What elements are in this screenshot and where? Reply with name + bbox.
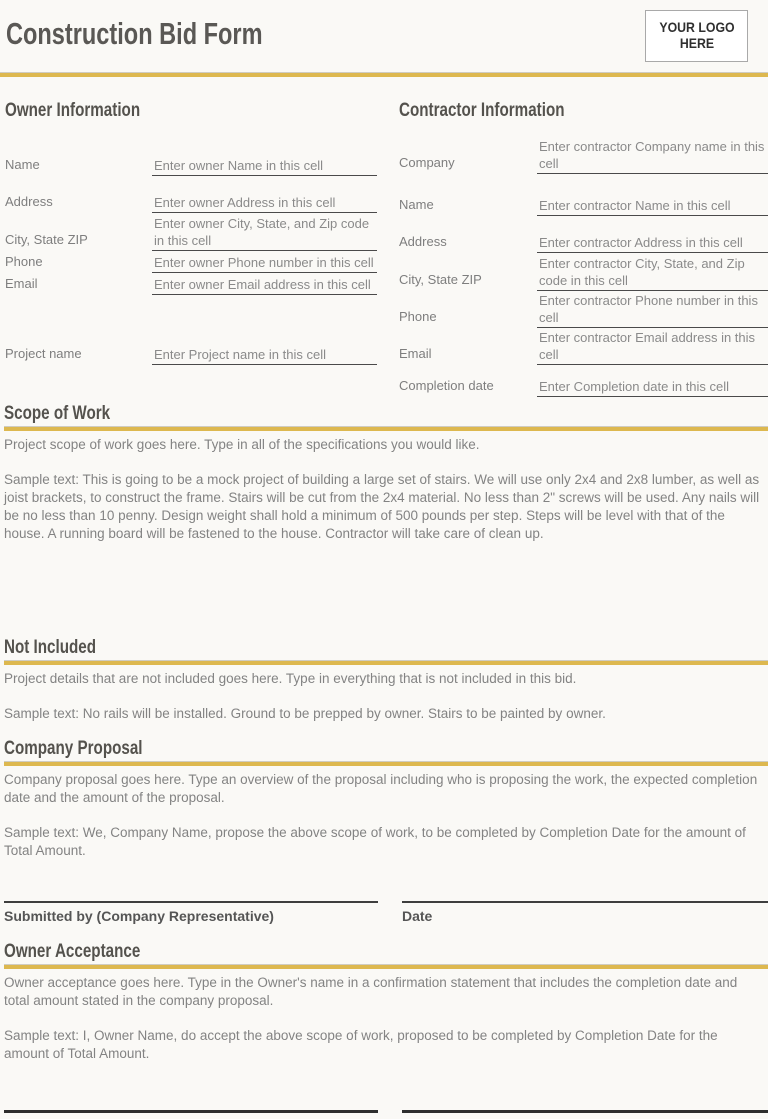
scope-of-work-sample-text[interactable]: Sample text: This is going to be a mock project of building a large set of stairs. We will use only 2x4 and 2x8 lumber, as well as joist brackets, to construct the frame. Stairs will be cut from the 2x4 material. No less than 2" screws will be used. Any nails will be no less than 10 penny. Design weight shall hold a minimum of 500 pounds per step. Steps will be level with that of the house. A running board will be fastened to the house. Contractor will take care of clean up. — [4, 472, 760, 541]
owner-signature-line[interactable] — [4, 1110, 378, 1113]
field-row — [5, 215, 377, 251]
contractor-name-label: Name — [399, 197, 434, 212]
project-name-label: Project name — [5, 346, 82, 361]
contractor-city-state-zip-label: City, State ZIP — [399, 272, 482, 287]
info-section — [5, 100, 768, 397]
owner-date-line[interactable] — [402, 1110, 768, 1113]
contractor-company-label: Company — [399, 155, 455, 170]
project-name-input[interactable]: Enter Project name in this cell — [152, 346, 377, 365]
owner-signature-row — [4, 1110, 768, 1113]
company-signature-line[interactable] — [4, 901, 378, 924]
contractor-email-label: Email — [399, 346, 432, 361]
owner-address-input[interactable]: Enter owner Address in this cell — [152, 194, 377, 213]
contractor-information-heading: Contractor Information — [399, 100, 565, 121]
contractor-phone-label: Phone — [399, 309, 437, 324]
contractor-company-input[interactable]: Enter contractor Company name in this cell — [537, 138, 768, 174]
owner-email-label: Email — [5, 276, 38, 291]
field-row — [399, 329, 768, 365]
completion-date-input[interactable]: Enter Completion date in this cell — [537, 378, 768, 397]
logo-placeholder-box — [645, 10, 748, 62]
gold-divider — [4, 761, 768, 766]
owner-information-heading: Owner Information — [5, 100, 141, 121]
field-row — [5, 275, 377, 295]
owner-name-input[interactable]: Enter owner Name in this cell — [152, 157, 377, 176]
owner-phone-input[interactable]: Enter owner Phone number in this cell — [152, 254, 377, 273]
owner-acceptance-sample-text[interactable]: Sample text: I, Owner Name, do accept the above scope of work, proposed to be completed by Completion Date for the amount of Total Amount. — [4, 1028, 718, 1061]
owner-email-input[interactable]: Enter owner Email address in this cell — [152, 276, 377, 295]
gold-divider — [4, 660, 768, 665]
owner-acceptance-heading: Owner Acceptance — [4, 941, 141, 962]
contractor-phone-input[interactable]: Enter contractor Phone number in this cell — [537, 292, 768, 328]
owner-city-state-zip-input[interactable]: Enter owner City, State, and Zip code in this cell — [152, 215, 377, 251]
owner-address-label: Address — [5, 194, 53, 209]
field-row — [5, 345, 377, 365]
company-date-line[interactable] — [402, 901, 768, 924]
not-included-heading: Not Included — [4, 637, 97, 658]
company-proposal-description: Company proposal goes here. Type an overview of the proposal including who is proposing the work, the expected completion date and the amount of the proposal. — [4, 772, 758, 805]
contractor-email-input[interactable]: Enter contractor Email address in this cell — [537, 329, 768, 365]
contractor-city-state-zip-input[interactable]: Enter contractor City, State, and Zip code in this cell — [537, 255, 768, 291]
page-title: Construction Bid Form — [6, 16, 263, 51]
gold-divider — [4, 964, 768, 969]
company-proposal-section — [4, 738, 768, 860]
logo-placeholder-text: YOUR LOGO HERE — [658, 19, 735, 51]
submitted-by-label: Submitted by (Company Representative) — [4, 908, 274, 924]
not-included-section — [4, 637, 768, 723]
company-proposal-heading: Company Proposal — [4, 738, 143, 759]
contractor-address-label: Address — [399, 234, 447, 249]
not-included-sample-text[interactable]: Sample text: No rails will be installed. Ground to be prepped by owner. Stairs to be painted by owner. — [4, 706, 606, 721]
field-row — [5, 253, 377, 273]
field-row — [399, 292, 768, 328]
contractor-name-input[interactable]: Enter contractor Name in this cell — [537, 197, 768, 216]
gold-divider — [4, 426, 768, 431]
header-gold-divider — [0, 72, 768, 77]
field-row — [399, 255, 768, 291]
date-label: Date — [402, 908, 433, 924]
owner-name-label: Name — [5, 157, 40, 172]
owner-acceptance-section — [4, 941, 768, 1063]
scope-of-work-section — [4, 403, 768, 543]
field-row — [399, 138, 768, 174]
contractor-address-input[interactable]: Enter contractor Address in this cell — [537, 234, 768, 253]
completion-date-label: Completion date — [399, 378, 494, 393]
field-row — [5, 156, 377, 176]
submitted-by-signature-row — [4, 901, 768, 924]
not-included-description: Project details that are not included goes here. Type in everything that is not included in this bid. — [4, 671, 577, 686]
owner-acceptance-description: Owner acceptance goes here. Type in the Owner's name in a confirmation statement that includes the completion date and total amount stated in the company proposal. — [4, 975, 738, 1008]
contractor-information-column — [399, 100, 768, 397]
owner-city-state-zip-label: City, State ZIP — [5, 232, 88, 247]
field-row — [399, 377, 768, 397]
owner-phone-label: Phone — [5, 254, 43, 269]
field-row — [399, 233, 768, 253]
scope-of-work-description: Project scope of work goes here. Type in all of the specifications you would like. — [4, 437, 480, 452]
field-row — [5, 193, 377, 213]
owner-information-column — [5, 100, 377, 397]
company-proposal-sample-text[interactable]: Sample text: We, Company Name, propose the above scope of work, to be completed by Completion Date for the amount of Total Amount. — [4, 825, 746, 858]
field-row — [399, 196, 768, 216]
scope-of-work-heading: Scope of Work — [4, 403, 111, 424]
